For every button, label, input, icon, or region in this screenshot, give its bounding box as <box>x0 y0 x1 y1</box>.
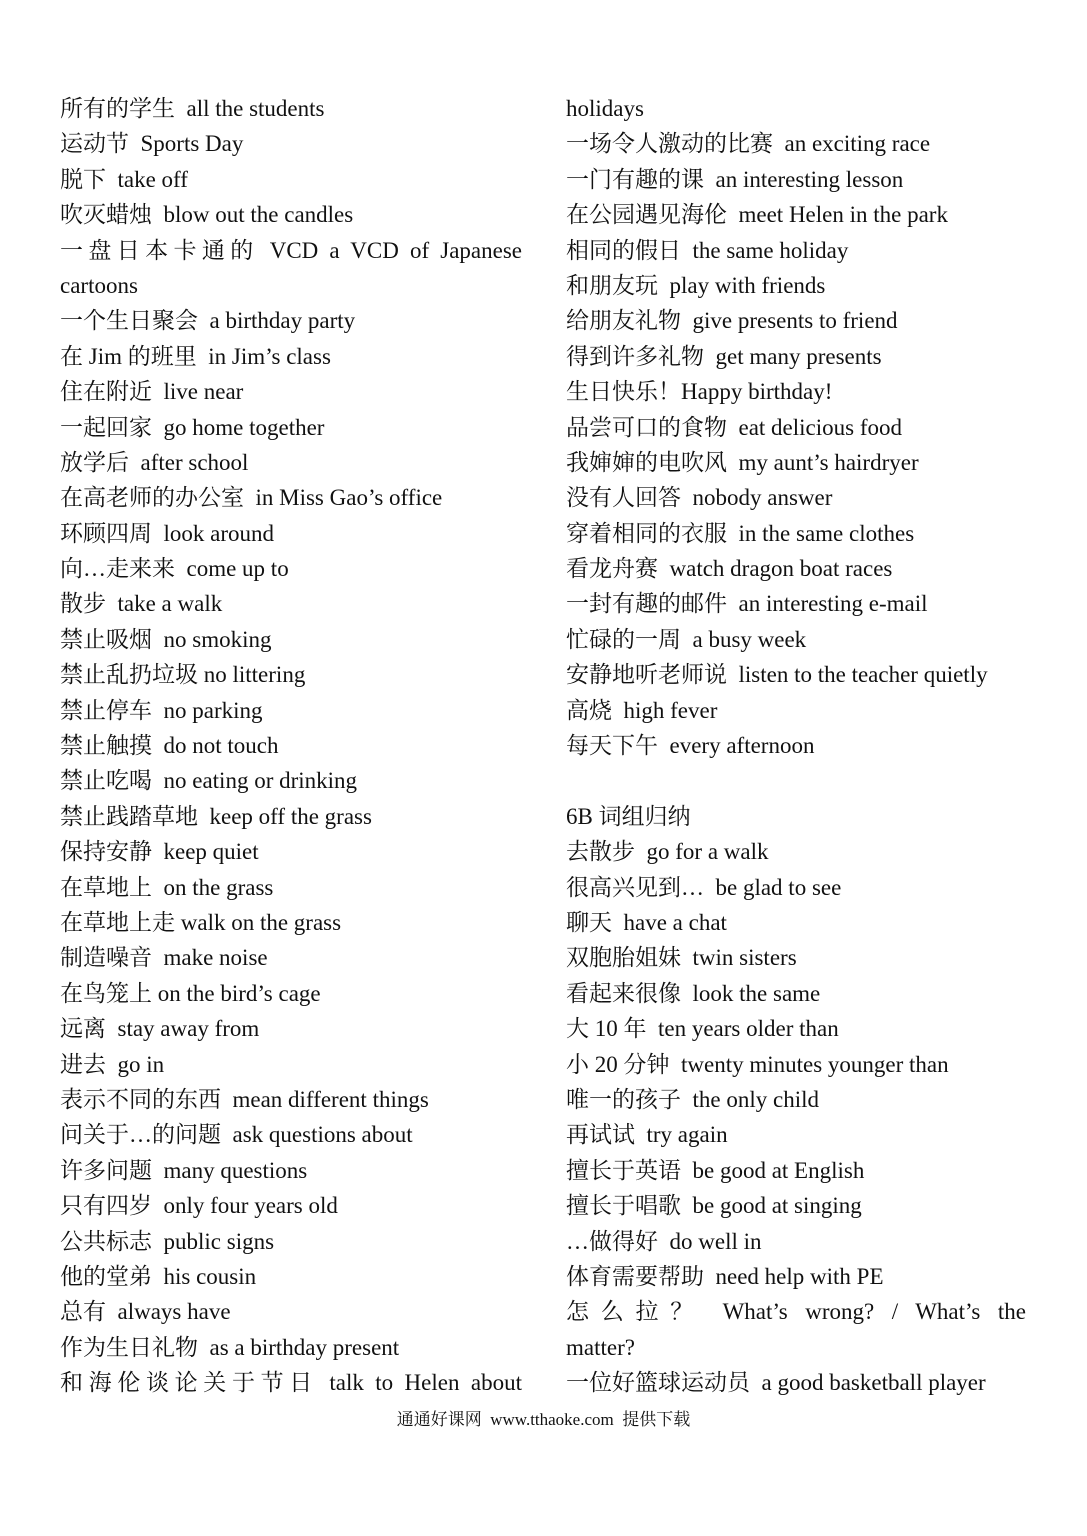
phrase-line: 擅长于英语 be good at English <box>566 1157 865 1183</box>
phrase-line: …做得好 do well in <box>566 1228 762 1254</box>
phrase-line: 体育需要帮助 need help with PE <box>566 1263 884 1289</box>
phrase-line: 一门有趣的课 an interesting lesson <box>566 166 904 192</box>
phrase-line: 一盘日本卡通的 VCD a VCD of Japanese <box>60 237 522 263</box>
phrase-line: 放学后 after school <box>60 449 249 475</box>
phrase-line: 小 20 分钟 twenty minutes younger than <box>566 1051 949 1077</box>
phrase-line: 相同的假日 the same holiday <box>566 237 849 263</box>
phrase-line: 在草地上 on the grass <box>60 874 274 900</box>
phrase-line: 住在附近 live near <box>60 379 244 405</box>
phrase-line: 在 Jim 的班里 in Jim’s class <box>60 343 331 369</box>
phrase-line: 向…走来来 come up to <box>60 556 289 582</box>
phrase-line: 环顾四周 look around <box>60 520 275 546</box>
phrase-line: 看龙舟赛 watch dragon boat races <box>566 556 893 582</box>
phrase-line: 很高兴见到… be glad to see <box>566 874 842 900</box>
phrase-line: 唯一的孩子 the only child <box>566 1086 819 1112</box>
phrase-line: 我婶婶的电吹风 my aunt’s hairdryer <box>566 449 919 475</box>
phrase-line: 一位好篮球运动员 a good basketball player <box>566 1370 986 1396</box>
phrase-line: 再试试 try again <box>566 1122 728 1148</box>
phrase-line: 安静地听老师说 listen to the teacher quietly <box>566 662 988 688</box>
phrase-line: 和海伦谈论关于节日 talk to Helen about <box>60 1370 522 1396</box>
phrase-line: 一个生日聚会 a birthday party <box>60 308 356 334</box>
phrase-line: 公共标志 public signs <box>60 1228 275 1254</box>
phrase-line: 生日快乐！Happy birthday! <box>566 379 833 405</box>
phrase-line: 怎么拉？ What’s wrong? / What’s the <box>566 1299 1026 1325</box>
phrase-line: 在草地上走 walk on the grass <box>60 909 342 935</box>
phrase-line: 给朋友礼物 give presents to friend <box>566 308 898 334</box>
phrase-line: 他的堂弟 his cousin <box>60 1263 257 1289</box>
page-footer: 通通好课网 www.tthaoke.com 提供下载 <box>396 1410 691 1429</box>
phrase-line: 散步 take a walk <box>60 591 223 617</box>
phrase-line: 双胞胎姐妹 twin sisters <box>566 945 797 971</box>
phrase-line: 和朋友玩 play with friends <box>566 272 826 298</box>
phrase-line: 禁止触摸 do not touch <box>60 733 279 759</box>
phrase-line: 远离 stay away from <box>60 1016 260 1042</box>
phrase-line: 一起回家 go home together <box>60 414 325 440</box>
phrase-line: 总有 always have <box>60 1299 231 1325</box>
phrase-line: 进去 go in <box>60 1051 165 1077</box>
phrase-line: 禁止乱扔垃圾 no littering <box>60 662 306 688</box>
phrase-line: 问关于…的问题 ask questions about <box>60 1122 413 1148</box>
phrase-line: 禁止吃喝 no eating or drinking <box>60 768 358 794</box>
right-column <box>566 91 1026 1400</box>
phrase-line: 表示不同的东西 mean different things <box>60 1086 429 1112</box>
phrase-line: 去散步 go for a walk <box>566 839 769 865</box>
phrase-line: matter? <box>566 1334 635 1360</box>
phrase-line: 穿着相同的衣服 in the same clothes <box>566 520 915 546</box>
phrase-line: 没有人回答 nobody answer <box>566 485 833 511</box>
phrase-line: 只有四岁 only four years old <box>60 1193 338 1219</box>
phrase-line: 品尝可口的食物 eat delicious food <box>566 414 903 440</box>
phrase-line: 大 10 年 ten years older than <box>566 1016 839 1042</box>
phrase-line: 一封有趣的邮件 an interesting e-mail <box>566 591 928 617</box>
phrase-line: 制造噪音 make noise <box>60 945 268 971</box>
phrase-line: 每天下午 every afternoon <box>566 733 815 759</box>
phrase-line: 禁止践踏草地 keep off the grass <box>60 803 372 829</box>
phrase-line: 得到许多礼物 get many presents <box>566 343 882 369</box>
phrase-line: 吹灭蜡烛 blow out the candles <box>60 202 354 228</box>
phrase-line: 高烧 high fever <box>566 697 718 723</box>
phrase-line: 在高老师的办公室 in Miss Gao’s office <box>60 485 443 511</box>
phrase-line: 一场令人激动的比赛 an exciting race <box>566 131 931 157</box>
phrase-line: 忙碌的一周 a busy week <box>566 626 807 652</box>
phrase-line: 禁止停车 no parking <box>60 697 263 723</box>
phrase-line: 所有的学生 all the students <box>60 96 325 121</box>
phrase-line: 在鸟笼上 on the bird’s cage <box>60 980 321 1006</box>
phrase-line: 聊天 have a chat <box>566 909 727 935</box>
phrase-line: 运动节 Sports Day <box>60 131 244 157</box>
phrase-line: 在公园遇见海伦 meet Helen in the park <box>566 202 948 228</box>
phrase-line: 作为生日礼物 as a birthday present <box>60 1334 400 1360</box>
phrase-line: 擅长于唱歌 be good at singing <box>566 1193 862 1219</box>
phrase-line: 许多问题 many questions <box>60 1157 308 1183</box>
phrase-line: holidays <box>566 96 644 121</box>
phrase-line: cartoons <box>60 272 138 298</box>
blank-line <box>566 763 1026 798</box>
left-column <box>60 91 522 1400</box>
phrase-line: 6B 词组归纳 <box>566 803 691 829</box>
phrase-line: 脱下 take off <box>60 166 188 192</box>
phrase-line: 保持安静 keep quiet <box>60 839 259 865</box>
phrase-line: 禁止吸烟 no smoking <box>60 626 272 652</box>
phrase-line: 看起来很像 look the same <box>566 980 821 1006</box>
